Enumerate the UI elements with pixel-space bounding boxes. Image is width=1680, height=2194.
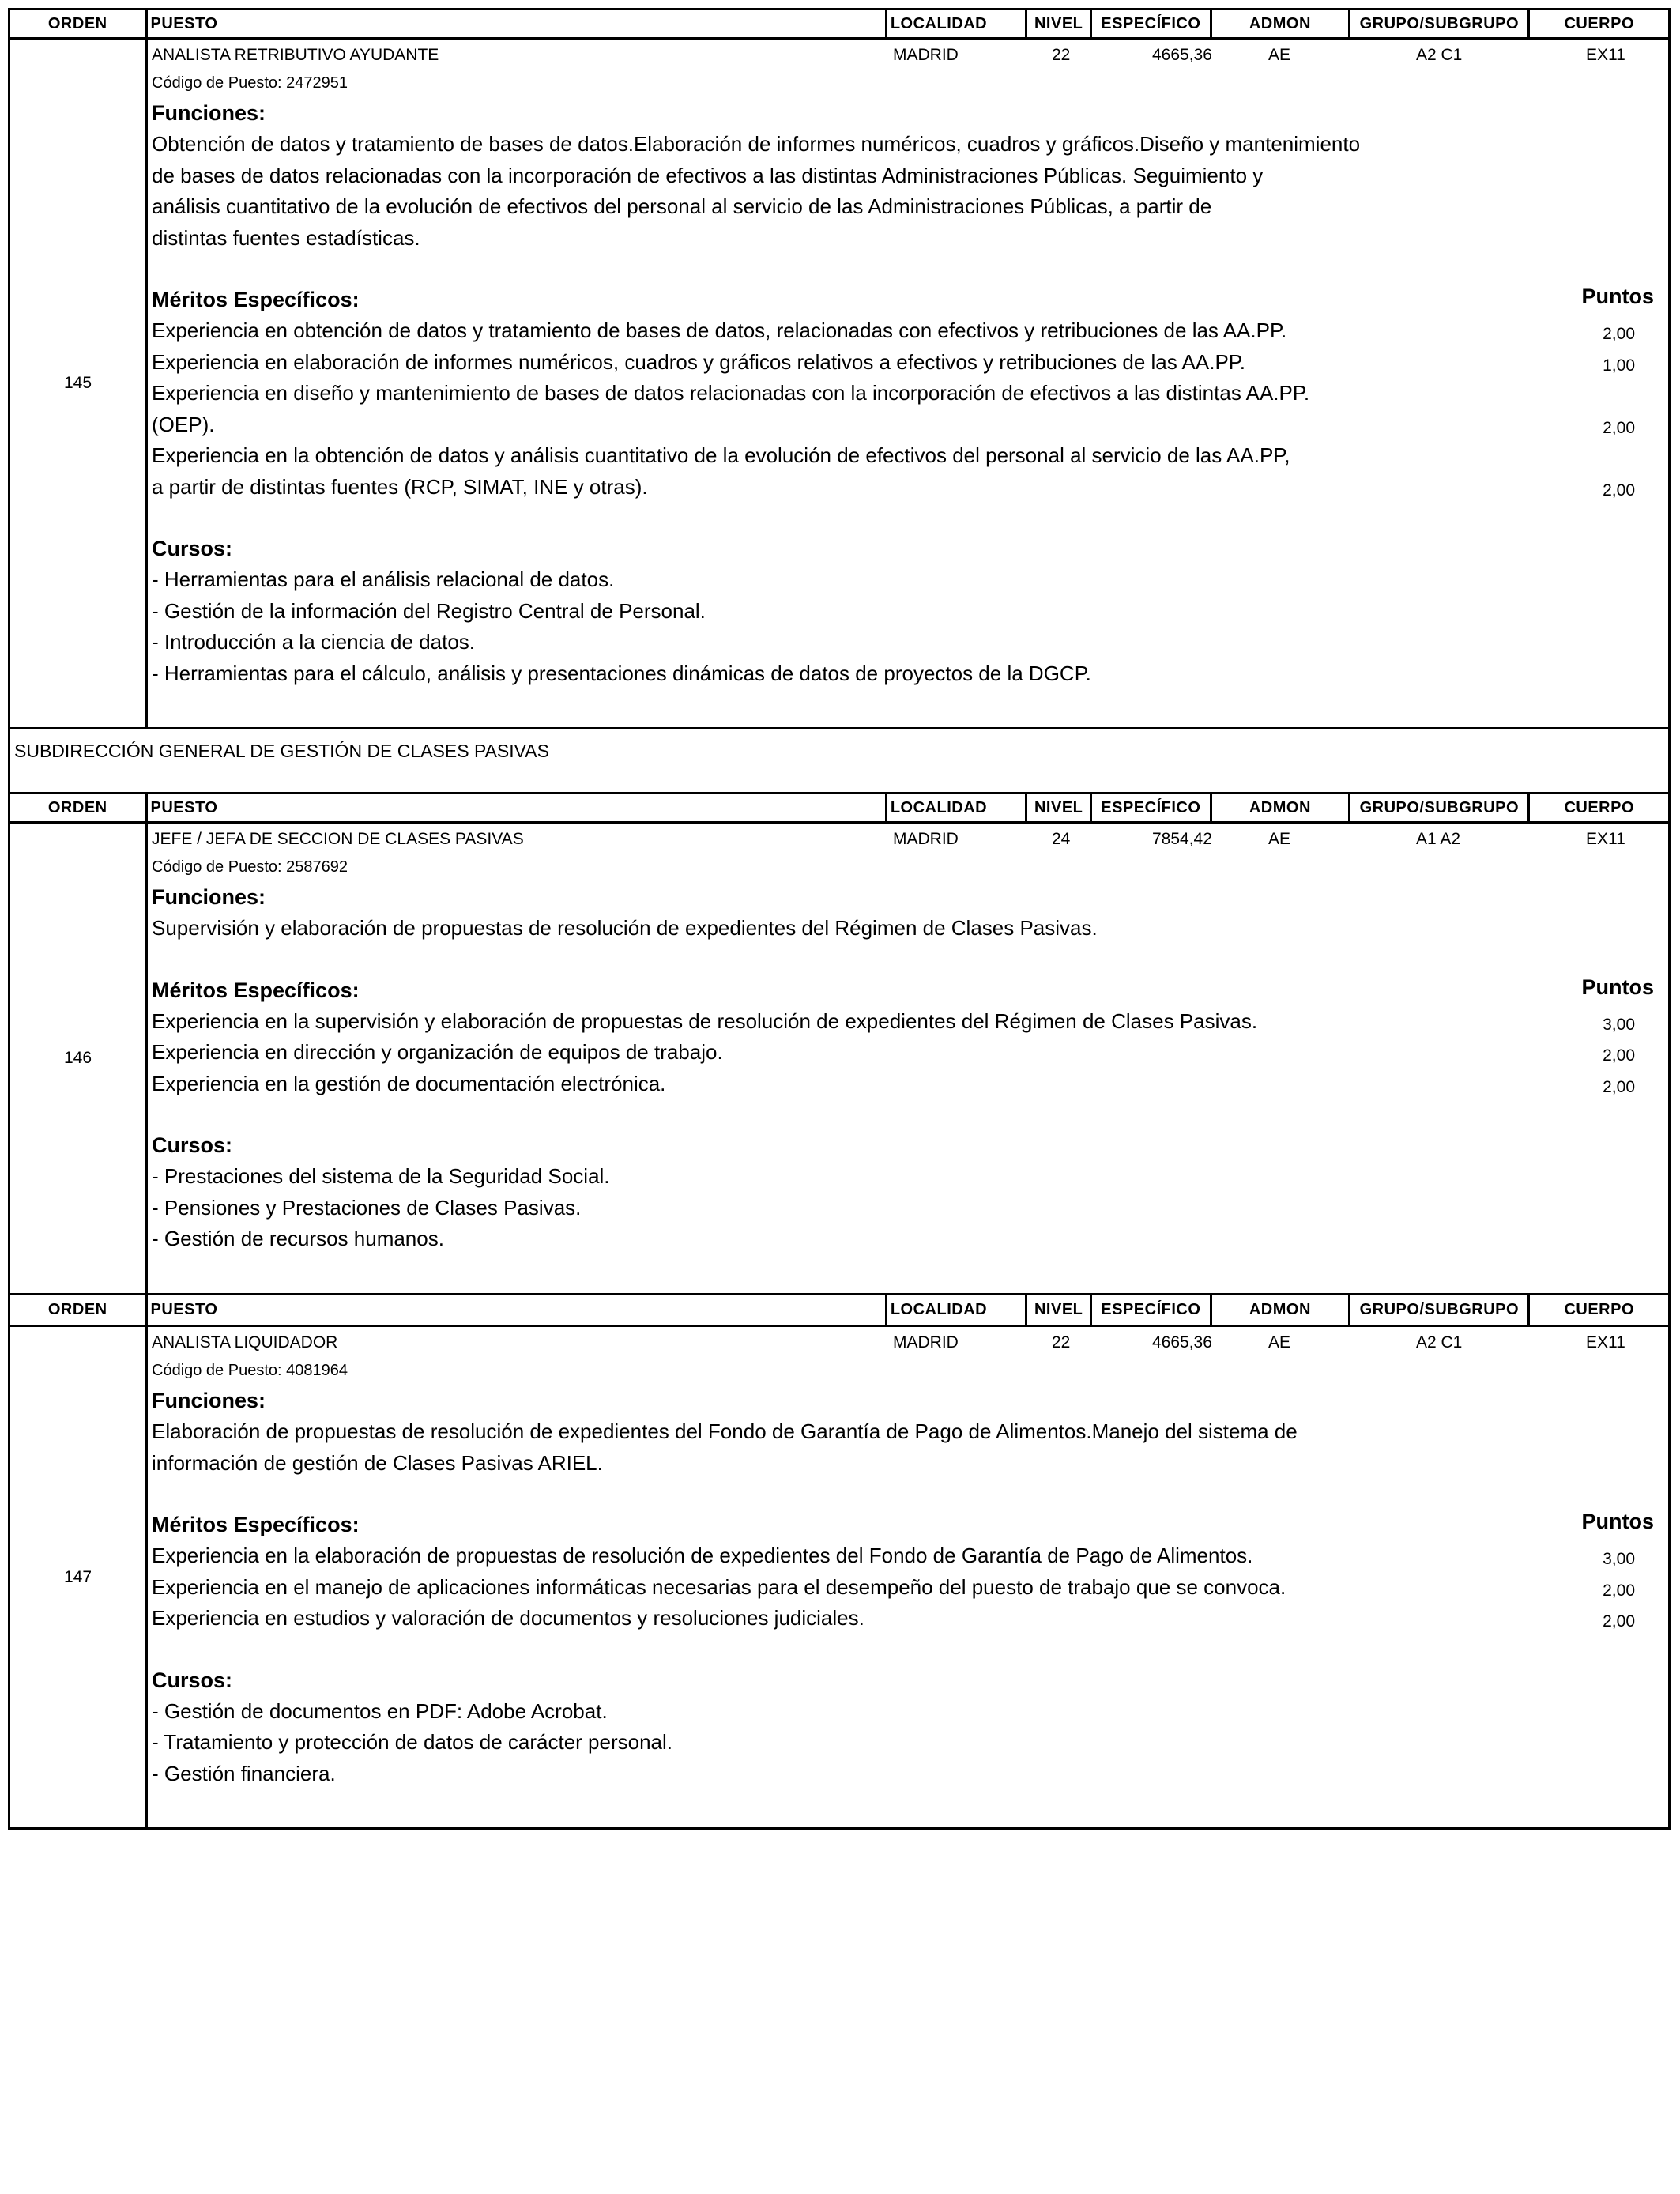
header-localidad: LOCALIDAD bbox=[887, 10, 1028, 37]
header-orden: ORDEN bbox=[10, 10, 148, 37]
header-cuerpo: CUERPO bbox=[1564, 14, 1635, 32]
header-puesto: PUESTO bbox=[148, 10, 887, 37]
cursos-title: Cursos: bbox=[152, 1133, 233, 1157]
orden-number: 147 bbox=[10, 1327, 148, 1827]
curso-item: - Prestaciones del sistema de la Seguridad Social. bbox=[152, 1164, 610, 1188]
meritos-title: Méritos Específicos: bbox=[152, 288, 360, 311]
header-admon: ADMON bbox=[1212, 1295, 1351, 1325]
header-nivel: NIVEL bbox=[1027, 794, 1092, 821]
header-orden: ORDEN bbox=[10, 1295, 148, 1325]
merito-text: (OEP). bbox=[152, 412, 215, 436]
merito-text: Experiencia en el manejo de aplicaciones informáticas necesarias para el desempeño del puesto de trabajo que se convoca. bbox=[152, 1574, 1286, 1599]
admon-value: AE bbox=[1268, 830, 1291, 848]
position-info bbox=[148, 824, 1668, 852]
funciones-line: distintas fuentes estadísticas. bbox=[152, 225, 420, 250]
position-info bbox=[148, 40, 1668, 68]
funciones-title: Funciones: bbox=[152, 885, 266, 909]
merito-text: Experiencia en la gestión de documentación electrónica. bbox=[152, 1071, 666, 1095]
merito-points: 2,00 bbox=[1603, 1046, 1635, 1065]
orden-number: 146 bbox=[10, 824, 148, 1293]
curso-item: - Gestión financiera. bbox=[152, 1761, 336, 1785]
header-grupo: GRUPO/SUBGRUPO bbox=[1350, 794, 1530, 821]
subdireccion-heading: SUBDIRECCIÓN GENERAL DE GESTIÓN DE CLASES PASIVAS bbox=[8, 729, 1671, 792]
grupo-value: A1 A2 bbox=[1416, 830, 1461, 848]
header-orden: ORDEN bbox=[10, 794, 148, 821]
merito-item bbox=[148, 1603, 1668, 1634]
puntos-title: Puntos bbox=[1581, 1510, 1654, 1533]
localidad-value: MADRID bbox=[893, 1333, 959, 1351]
nivel-value: 24 bbox=[1052, 830, 1071, 848]
meritos-header bbox=[148, 1510, 1668, 1540]
curso-item: - Herramientas para el análisis relacional de datos. bbox=[152, 567, 615, 591]
cuerpo-value: EX11 bbox=[1586, 1333, 1625, 1351]
position-row bbox=[8, 1327, 1671, 1830]
funciones-line: información de gestión de Clases Pasivas ARIEL. bbox=[152, 1450, 603, 1475]
merito-points: 2,00 bbox=[1603, 481, 1635, 499]
merito-item bbox=[148, 1572, 1668, 1604]
orden-number: 145 bbox=[10, 40, 148, 727]
especifico-value: 4665,36 bbox=[1152, 1333, 1212, 1351]
document-page bbox=[8, 8, 1671, 1830]
funciones-title: Funciones: bbox=[152, 1389, 266, 1412]
header-puesto: PUESTO bbox=[148, 1295, 887, 1325]
curso-item: - Introducción a la ciencia de datos. bbox=[152, 630, 476, 654]
header-localidad: LOCALIDAD bbox=[887, 794, 1028, 821]
puesto-name: ANALISTA RETRIBUTIVO AYUDANTE bbox=[152, 46, 439, 64]
position-info bbox=[148, 1327, 1668, 1355]
cursos-title: Cursos: bbox=[152, 537, 233, 560]
table-header bbox=[8, 792, 1671, 824]
merito-text: Experiencia en dirección y organización de equipos de trabajo. bbox=[152, 1040, 723, 1064]
grupo-value: A2 C1 bbox=[1416, 1333, 1463, 1351]
position-content bbox=[148, 824, 1668, 1293]
merito-item bbox=[148, 409, 1668, 441]
merito-points: 3,00 bbox=[1603, 1015, 1635, 1034]
meritos-title: Méritos Específicos: bbox=[152, 978, 360, 1002]
merito-item bbox=[148, 315, 1668, 347]
nivel-value: 22 bbox=[1052, 46, 1071, 64]
merito-item bbox=[148, 440, 1668, 472]
cuerpo-value: EX11 bbox=[1586, 46, 1625, 64]
curso-item: - Herramientas para el cálculo, análisis y presentaciones dinámicas de datos de proyectos de la DGCP. bbox=[152, 661, 1091, 685]
header-admon: ADMON bbox=[1212, 794, 1351, 821]
puntos-title: Puntos bbox=[1581, 285, 1654, 308]
header-nivel: NIVEL bbox=[1027, 10, 1092, 37]
especifico-value: 7854,42 bbox=[1152, 830, 1212, 848]
funciones-line: de bases de datos relacionadas con la incorporación de efectivos a las distintas Administraciones Públicas. Seguimiento y bbox=[152, 163, 1264, 187]
curso-item: - Gestión de la información del Registro Central de Personal. bbox=[152, 598, 706, 623]
table-header bbox=[8, 8, 1671, 40]
header-especifico: ESPECÍFICO bbox=[1092, 794, 1212, 821]
cuerpo-value: EX11 bbox=[1586, 830, 1625, 848]
funciones-line: Supervisión y elaboración de propuestas de resolución de expedientes del Régimen de Clases Pasivas. bbox=[152, 916, 1098, 940]
curso-item: - Gestión de documentos en PDF: Adobe Acrobat. bbox=[152, 1698, 608, 1723]
merito-text: Experiencia en diseño y mantenimiento de bases de datos relacionadas con la incorporación de efectivos a las distintas AA.PP. bbox=[152, 381, 1310, 405]
position-content bbox=[148, 40, 1668, 727]
admon-value: AE bbox=[1268, 1333, 1291, 1351]
puntos-title: Puntos bbox=[1581, 974, 1654, 999]
header-grupo: GRUPO/SUBGRUPO bbox=[1350, 1295, 1530, 1325]
merito-item bbox=[148, 378, 1668, 409]
merito-item bbox=[148, 472, 1668, 503]
localidad-value: MADRID bbox=[893, 46, 959, 64]
merito-item bbox=[148, 1006, 1668, 1038]
header-cuerpo: CUERPO bbox=[1564, 798, 1635, 816]
merito-text: Experiencia en estudios y valoración de documentos y resoluciones judiciales. bbox=[152, 1606, 864, 1630]
merito-item bbox=[148, 1540, 1668, 1572]
merito-points: 2,00 bbox=[1603, 1077, 1635, 1096]
position-content bbox=[148, 1327, 1668, 1827]
funciones-line: Obtención de datos y tratamiento de bases de datos.Elaboración de informes numéricos, cuadros y gráficos.Diseño y mantenimiento bbox=[152, 132, 1361, 156]
merito-points: 2,00 bbox=[1603, 1581, 1635, 1600]
puesto-name: ANALISTA LIQUIDADOR bbox=[152, 1333, 338, 1351]
localidad-value: MADRID bbox=[893, 830, 959, 848]
merito-item bbox=[148, 347, 1668, 379]
funciones-title: Funciones: bbox=[152, 101, 266, 125]
position-row bbox=[8, 824, 1671, 1295]
merito-points: 2,00 bbox=[1603, 325, 1635, 343]
merito-points: 2,00 bbox=[1603, 418, 1635, 437]
puesto-name: JEFE / JEFA DE SECCION DE CLASES PASIVAS bbox=[152, 830, 524, 848]
admon-value: AE bbox=[1268, 46, 1291, 64]
merito-points bbox=[1635, 440, 1668, 472]
merito-item bbox=[148, 1037, 1668, 1069]
header-grupo: GRUPO/SUBGRUPO bbox=[1350, 10, 1530, 37]
header-especifico: ESPECÍFICO bbox=[1092, 10, 1212, 37]
merito-text: Experiencia en la obtención de datos y análisis cuantitativo de la evolución de efectivos del personal al servicio de las AA.PP, bbox=[152, 443, 1290, 467]
merito-item bbox=[148, 1069, 1668, 1100]
merito-text: Experiencia en la elaboración de propuestas de resolución de expedientes del Fondo de Garantía de Pago de Alimentos. bbox=[152, 1544, 1253, 1567]
curso-item: - Gestión de recursos humanos. bbox=[152, 1227, 444, 1250]
especifico-value: 4665,36 bbox=[1152, 46, 1212, 64]
funciones-line: Elaboración de propuestas de resolución de expedientes del Fondo de Garantía de Pago de Alimentos.Manejo del sistema de bbox=[152, 1419, 1298, 1443]
header-cuerpo: CUERPO bbox=[1564, 1301, 1635, 1318]
merito-text: Experiencia en la supervisión y elaboración de propuestas de resolución de expedientes del Régimen de Clases Pasivas. bbox=[152, 1008, 1258, 1033]
curso-item: - Pensiones y Prestaciones de Clases Pasivas. bbox=[152, 1195, 582, 1220]
codigo-puesto: Código de Puesto: 2587692 bbox=[152, 858, 348, 876]
merito-text: a partir de distintas fuentes (RCP, SIMAT, INE y otras). bbox=[152, 474, 648, 499]
merito-points: 2,00 bbox=[1603, 1612, 1635, 1630]
codigo-puesto: Código de Puesto: 4081964 bbox=[152, 1362, 348, 1379]
merito-points: 1,00 bbox=[1603, 356, 1635, 375]
meritos-header bbox=[148, 975, 1668, 1006]
meritos-title: Méritos Específicos: bbox=[152, 1513, 360, 1536]
merito-text: Experiencia en obtención de datos y tratamiento de bases de datos, relacionadas con efectivos y retribuciones de las AA.PP. bbox=[152, 319, 1287, 342]
grupo-value: A2 C1 bbox=[1416, 46, 1463, 64]
header-nivel: NIVEL bbox=[1027, 1295, 1092, 1325]
merito-points bbox=[1635, 378, 1668, 409]
nivel-value: 22 bbox=[1052, 1333, 1071, 1351]
merito-text: Experiencia en elaboración de informes numéricos, cuadros y gráficos relativos a efectivos y retribuciones de las AA.PP. bbox=[152, 349, 1246, 374]
meritos-header bbox=[148, 285, 1668, 315]
header-admon: ADMON bbox=[1212, 10, 1351, 37]
table-header bbox=[8, 1295, 1671, 1327]
header-localidad: LOCALIDAD bbox=[887, 1295, 1028, 1325]
curso-item: - Tratamiento y protección de datos de carácter personal. bbox=[152, 1730, 673, 1754]
position-row bbox=[8, 40, 1671, 729]
header-puesto: PUESTO bbox=[148, 794, 887, 821]
funciones-line: análisis cuantitativo de la evolución de efectivos del personal al servicio de las Administraciones Públicas, a partir de bbox=[152, 194, 1212, 218]
header-especifico: ESPECÍFICO bbox=[1092, 1295, 1212, 1325]
merito-points: 3,00 bbox=[1603, 1550, 1635, 1568]
cursos-title: Cursos: bbox=[152, 1668, 233, 1692]
codigo-puesto: Código de Puesto: 2472951 bbox=[152, 74, 348, 92]
